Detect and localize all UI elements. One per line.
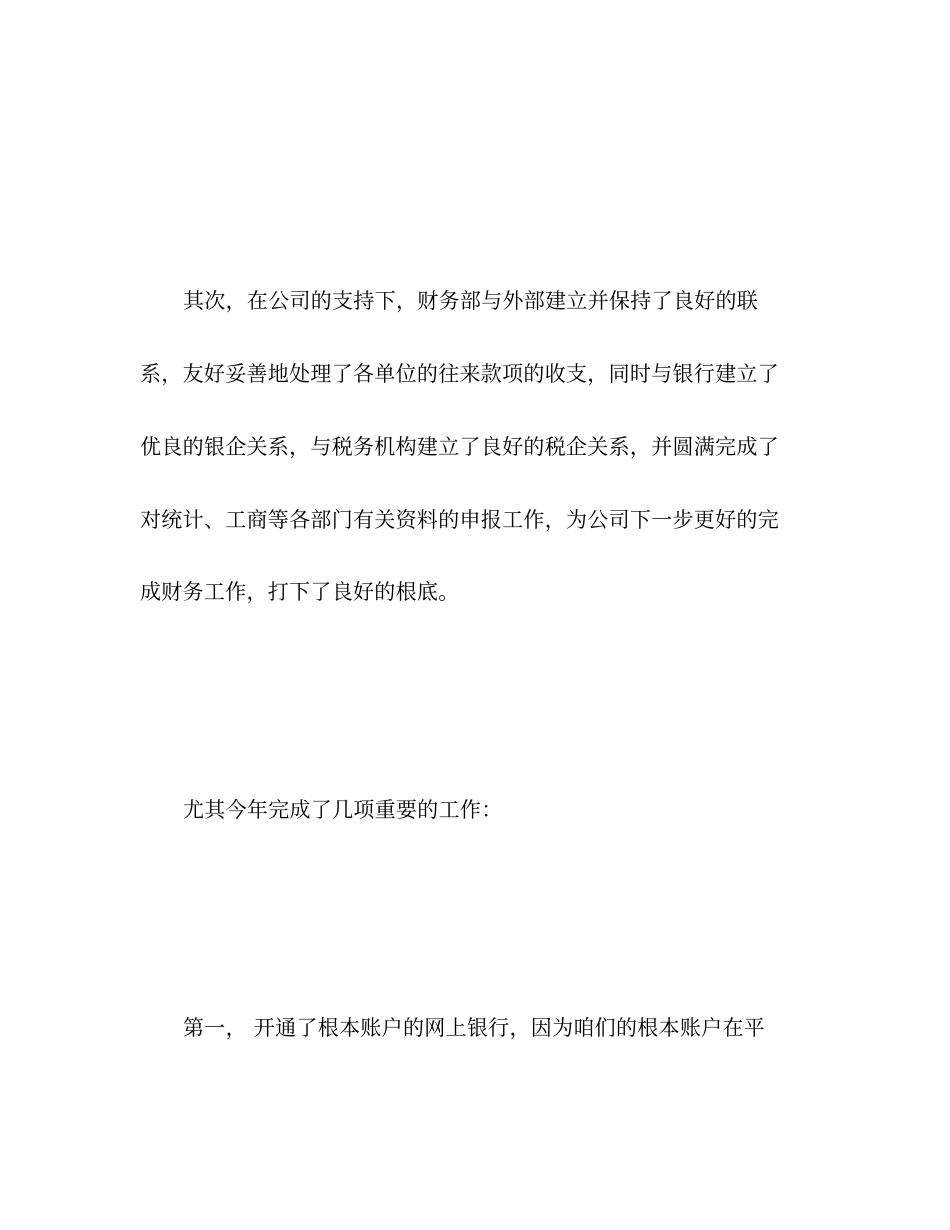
paragraph-line: 第一， 开通了根本账户的网上银行，因为咱们的根本账户在平 xyxy=(183,1016,766,1040)
paragraph-line: 成财务工作，打下了良好的根底。 xyxy=(140,580,460,604)
paragraph-line: 对统计、工商等各部门有关资料的申报工作，为公司下一步更好的完 xyxy=(140,508,779,532)
paragraph-line: 其次，在公司的支持下，财务部与外部建立并保持了良好的联 xyxy=(183,289,759,313)
paragraph-line: 尤其今年完成了几项重要的工作： xyxy=(183,798,503,822)
paragraph-line: 系，友好妥善地处理了各单位的往来款项的收支，同时与银行建立了 xyxy=(140,362,779,386)
paragraph-line: 优良的银企关系，与税务机构建立了良好的税企关系，并圆满完成了 xyxy=(140,435,779,459)
